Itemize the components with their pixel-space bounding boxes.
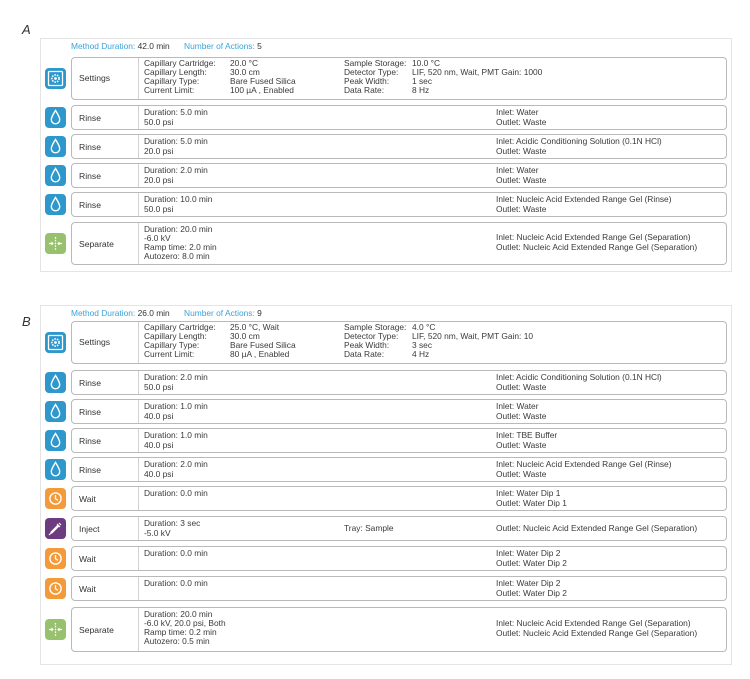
step-row-rinse[interactable]: [41, 192, 731, 217]
step-outlet: Outlet: Water Dip 2: [496, 558, 567, 568]
step-name: Rinse: [79, 113, 101, 123]
sample-storage-label: Sample Storage:: [344, 58, 407, 68]
data-rate-value: 8 Hz: [412, 85, 430, 95]
peak-width-label: Peak Width:: [344, 76, 390, 86]
gear-icon[interactable]: [45, 68, 66, 89]
step-row-separate[interactable]: [41, 222, 731, 265]
divider: [138, 517, 139, 540]
capillary-cartridge-value: 25.0 °C, Wait: [230, 322, 280, 332]
separate-icon[interactable]: [45, 233, 66, 254]
step-inlet: Inlet: Acidic Conditioning Solution (0.1N HCl): [496, 372, 662, 382]
step-name: Settings: [79, 73, 111, 83]
step-box[interactable]: [71, 163, 727, 188]
detector-type-value: LIF, 520 nm, Wait, PMT Gain: 1000: [412, 67, 543, 77]
divider: [138, 547, 139, 570]
step-row-wait[interactable]: [41, 486, 731, 511]
step-outlet: Outlet: Waste: [496, 117, 547, 127]
separate-icon[interactable]: [45, 619, 66, 640]
step-inlet: Inlet: TBE Buffer: [496, 430, 558, 440]
step-row-rinse[interactable]: [41, 370, 731, 395]
step-inlet: Inlet: Nucleic Acid Extended Range Gel (Rinse): [496, 459, 672, 469]
divider: [138, 577, 139, 600]
divider: [138, 371, 139, 394]
panel-a-label: A: [22, 22, 31, 37]
clock-icon[interactable]: [45, 578, 66, 599]
step-inlet: Inlet: Water: [496, 401, 539, 411]
step-name: Wait: [79, 494, 96, 504]
capillary-type-value: Bare Fused Silica: [230, 76, 296, 86]
capillary-cartridge-label: Capillary Cartridge:: [144, 58, 216, 68]
divider: [138, 193, 139, 216]
step-inlet: Inlet: Nucleic Acid Extended Range Gel (Rinse): [496, 194, 672, 204]
step-row-wait[interactable]: [41, 576, 731, 601]
sample-storage-label: Sample Storage:: [344, 322, 407, 332]
step-box[interactable]: [71, 457, 727, 482]
step-row-rinse[interactable]: [41, 134, 731, 159]
gear-icon[interactable]: [45, 332, 66, 353]
peak-width-label: Peak Width:: [344, 340, 390, 350]
method-summary: [71, 308, 274, 318]
capillary-type-label: Capillary Type:: [144, 340, 200, 350]
divider: [138, 608, 139, 651]
capillary-length-value: 30.0 cm: [230, 331, 260, 341]
settings-box[interactable]: [71, 57, 727, 100]
step-name: Wait: [79, 554, 96, 564]
step-inlet: Inlet: Water: [496, 107, 539, 117]
current-limit-label: Current Limit:: [144, 349, 195, 359]
step-inlet: Inlet: Nucleic Acid Extended Range Gel (Separation): [496, 618, 691, 628]
step-pressure: 40.0 psi: [144, 411, 174, 421]
step-outlet: Outlet: Waste: [496, 382, 547, 392]
divider: [138, 429, 139, 452]
step-name: Settings: [79, 337, 111, 347]
droplet-icon[interactable]: [45, 194, 66, 215]
divider: [138, 58, 139, 99]
step-outlet: Outlet: Nucleic Acid Extended Range Gel (Separation): [496, 523, 698, 533]
actions-count-label: Number of Actions:: [184, 41, 255, 51]
step-row-rinse[interactable]: [41, 428, 731, 453]
step-row-rinse[interactable]: [41, 457, 731, 482]
step-duration: Duration: 5.0 min: [144, 107, 208, 117]
step-inlet: Inlet: Acidic Conditioning Solution (0.1N HCl): [496, 136, 662, 146]
step-row-separate[interactable]: [41, 607, 731, 652]
method-duration-label: Method Duration:: [71, 41, 136, 51]
capillary-length-label: Capillary Length:: [144, 331, 207, 341]
step-duration: Duration: 2.0 min: [144, 165, 208, 175]
clock-icon[interactable]: [45, 548, 66, 569]
step-outlet: Outlet: Nucleic Acid Extended Range Gel (Separation): [496, 242, 698, 252]
current-limit-label: Current Limit:: [144, 85, 195, 95]
detector-type-label: Detector Type:: [344, 67, 399, 77]
step-inlet: Inlet: Water Dip 2: [496, 548, 561, 558]
capillary-cartridge-value: 20.0 °C: [230, 58, 259, 68]
step-outlet: Outlet: Waste: [496, 204, 547, 214]
step-outlet: Outlet: Waste: [496, 411, 547, 421]
step-box[interactable]: [71, 105, 727, 130]
step-pressure: 20.0 psi: [144, 175, 174, 185]
step-duration: Duration: 10.0 min: [144, 194, 213, 204]
step-tray: Tray: Sample: [344, 523, 394, 533]
sample-storage-value: 10.0 °C: [412, 58, 441, 68]
method-panel-a: [40, 38, 732, 272]
method-duration-value: 26.0 min: [137, 308, 170, 318]
actions-count-label: Number of Actions:: [184, 308, 255, 318]
step-autozero: Autozero: 0.5 min: [144, 636, 210, 646]
droplet-icon[interactable]: [45, 401, 66, 422]
detector-type-value: LIF, 520 nm, Wait, PMT Gain: 10: [412, 331, 534, 341]
settings-row[interactable]: [41, 321, 731, 364]
current-limit-value: 80 µA , Enabled: [230, 349, 290, 359]
step-name: Rinse: [79, 200, 101, 210]
step-pressure: 50.0 psi: [144, 382, 174, 392]
actions-count-value: 5: [257, 41, 262, 51]
step-name: Rinse: [79, 407, 101, 417]
step-box[interactable]: [71, 399, 727, 424]
step-name: Separate: [79, 239, 114, 249]
divider: [138, 458, 139, 481]
step-outlet: Outlet: Waste: [496, 175, 547, 185]
step-inlet: Inlet: Nucleic Acid Extended Range Gel (Separation): [496, 232, 691, 242]
method-summary: [71, 41, 274, 51]
divider: [138, 400, 139, 423]
peak-width-value: 1 sec: [412, 76, 433, 86]
step-duration: Duration: 0.0 min: [144, 488, 208, 498]
current-limit-value: 100 µA , Enabled: [230, 85, 294, 95]
settings-row[interactable]: [41, 57, 731, 100]
divider: [138, 135, 139, 158]
divider: [138, 106, 139, 129]
step-box[interactable]: [71, 607, 727, 652]
step-inlet: Inlet: Water Dip 2: [496, 578, 561, 588]
actions-count-value: 9: [257, 308, 262, 318]
capillary-type-label: Capillary Type:: [144, 76, 200, 86]
step-autozero: Autozero: 8.0 min: [144, 251, 210, 261]
step-box[interactable]: [71, 576, 727, 601]
droplet-icon[interactable]: [45, 165, 66, 186]
step-name: Rinse: [79, 436, 101, 446]
method-panel-b: [40, 305, 732, 665]
step-outlet: Outlet: Waste: [496, 440, 547, 450]
peak-width-value: 3 sec: [412, 340, 433, 350]
capillary-type-value: Bare Fused Silica: [230, 340, 296, 350]
step-box[interactable]: [71, 486, 727, 511]
step-inlet: Inlet: Water: [496, 165, 539, 175]
step-box[interactable]: [71, 222, 727, 265]
data-rate-value: 4 Hz: [412, 349, 430, 359]
step-name: Wait: [79, 584, 96, 594]
data-rate-label: Data Rate:: [344, 85, 385, 95]
step-voltage: -6.0 kV: [144, 233, 171, 243]
step-box[interactable]: [71, 546, 727, 571]
clock-icon[interactable]: [45, 488, 66, 509]
step-box[interactable]: [71, 134, 727, 159]
step-pressure: 20.0 psi: [144, 146, 174, 156]
step-ramp-time: Ramp time: 2.0 min: [144, 242, 217, 252]
step-box[interactable]: [71, 516, 727, 541]
step-name: Rinse: [79, 465, 101, 475]
step-duration: Duration: 5.0 min: [144, 136, 208, 146]
divider: [138, 322, 139, 363]
step-outlet: Outlet: Water Dip 2: [496, 588, 567, 598]
step-pressure: 50.0 psi: [144, 117, 174, 127]
step-duration: Duration: 2.0 min: [144, 459, 208, 469]
step-row-inject[interactable]: [41, 516, 731, 541]
divider: [138, 487, 139, 510]
droplet-icon[interactable]: [45, 107, 66, 128]
step-ramp-time: Ramp time: 0.2 min: [144, 627, 217, 637]
data-rate-label: Data Rate:: [344, 349, 385, 359]
step-duration: Duration: 2.0 min: [144, 372, 208, 382]
step-duration: Duration: 1.0 min: [144, 430, 208, 440]
droplet-icon[interactable]: [45, 459, 66, 480]
droplet-icon[interactable]: [45, 136, 66, 157]
step-name: Inject: [79, 524, 100, 534]
step-duration: Duration: 20.0 min: [144, 609, 213, 619]
step-duration: Duration: 0.0 min: [144, 548, 208, 558]
step-duration: Duration: 0.0 min: [144, 578, 208, 588]
step-outlet: Outlet: Waste: [496, 469, 547, 479]
method-duration-label: Method Duration:: [71, 308, 136, 318]
step-box[interactable]: [71, 428, 727, 453]
step-name: Rinse: [79, 378, 101, 388]
sample-storage-value: 4.0 °C: [412, 322, 436, 332]
step-pressure: 40.0 psi: [144, 469, 174, 479]
capillary-cartridge-label: Capillary Cartridge:: [144, 322, 216, 332]
step-name: Separate: [79, 625, 114, 635]
step-duration: Duration: 3 sec: [144, 518, 201, 528]
detector-type-label: Detector Type:: [344, 331, 399, 341]
syringe-icon[interactable]: [45, 518, 66, 539]
step-box[interactable]: [71, 192, 727, 217]
step-pressure: 40.0 psi: [144, 440, 174, 450]
step-name: Rinse: [79, 142, 101, 152]
step-voltage: -5.0 kV: [144, 528, 171, 538]
step-outlet: Outlet: Water Dip 1: [496, 498, 567, 508]
capillary-length-value: 30.0 cm: [230, 67, 260, 77]
panel-b-label: B: [22, 314, 31, 329]
divider: [138, 164, 139, 187]
step-outlet: Outlet: Waste: [496, 146, 547, 156]
step-duration: Duration: 1.0 min: [144, 401, 208, 411]
step-row-rinse[interactable]: [41, 399, 731, 424]
step-box[interactable]: [71, 370, 727, 395]
method-duration-value: 42.0 min: [137, 41, 170, 51]
step-duration: Duration: 20.0 min: [144, 224, 213, 234]
step-inlet: Inlet: Water Dip 1: [496, 488, 561, 498]
step-pressure: 50.0 psi: [144, 204, 174, 214]
step-row-rinse[interactable]: [41, 105, 731, 130]
step-row-wait[interactable]: [41, 546, 731, 571]
divider: [138, 223, 139, 264]
step-voltage: -6.0 kV, 20.0 psi, Both: [144, 618, 226, 628]
step-outlet: Outlet: Nucleic Acid Extended Range Gel (Separation): [496, 628, 698, 638]
step-name: Rinse: [79, 171, 101, 181]
settings-box[interactable]: [71, 321, 727, 364]
capillary-length-label: Capillary Length:: [144, 67, 207, 77]
droplet-icon[interactable]: [45, 430, 66, 451]
droplet-icon[interactable]: [45, 372, 66, 393]
step-row-rinse[interactable]: [41, 163, 731, 188]
